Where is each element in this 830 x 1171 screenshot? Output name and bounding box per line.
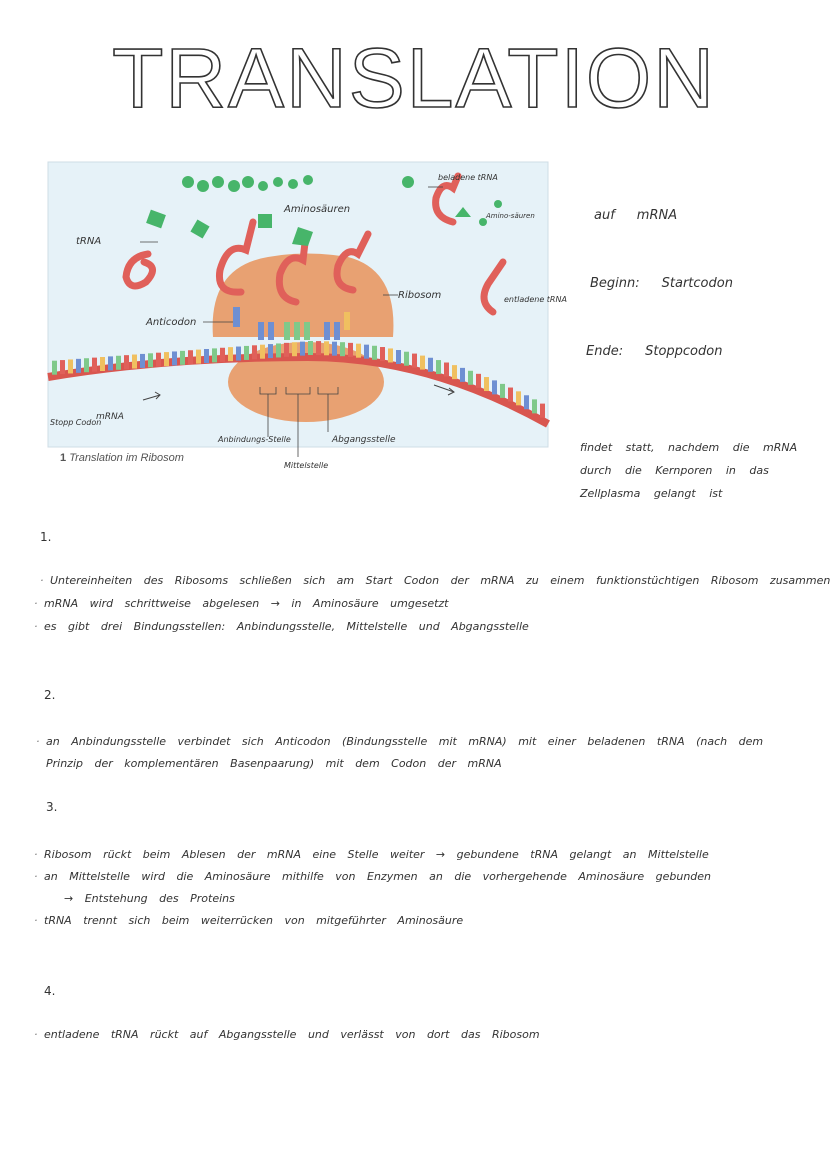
label-anticodon: Anticodon bbox=[146, 317, 197, 328]
mrna-base bbox=[116, 356, 121, 370]
mrna-base bbox=[204, 349, 209, 363]
mrna-base bbox=[92, 358, 97, 372]
side-start bbox=[590, 276, 733, 291]
side-location-value: mRNA bbox=[636, 208, 678, 223]
mrna-base bbox=[452, 365, 457, 379]
mrna-base bbox=[244, 346, 249, 360]
mrna-base bbox=[468, 371, 473, 385]
mrna-base bbox=[428, 358, 433, 372]
mrna-base bbox=[188, 350, 193, 364]
mrna-base bbox=[316, 341, 321, 355]
mrna-base bbox=[524, 395, 529, 409]
mrna-base bbox=[140, 354, 145, 368]
side-end-value: Stoppcodon bbox=[645, 344, 723, 359]
section-number: 1. bbox=[40, 530, 52, 544]
mrna-base bbox=[260, 345, 265, 359]
mrna-base bbox=[284, 343, 289, 357]
mrna-base bbox=[508, 388, 513, 402]
mrna-base bbox=[276, 343, 281, 357]
mrna-base bbox=[324, 341, 329, 355]
section-line: · Untereinheiten des Ribosoms schließen sich am Start Codon der mRNA zu einem funktionstüchtigen Ribosom zusammen bbox=[50, 574, 830, 587]
mrna-base bbox=[492, 380, 497, 394]
mrna-base bbox=[420, 356, 425, 370]
figure-caption bbox=[60, 452, 184, 464]
mrna-base bbox=[52, 361, 57, 375]
section-number: 2. bbox=[44, 688, 56, 702]
section-line: · Ribosom rückt beim Ablesen der mRNA eine Stelle weiter → gebundene tRNA gelangt an Mittelstelle bbox=[44, 848, 709, 861]
mrna-base bbox=[172, 351, 177, 365]
side-note: findet statt, nachdem die mRNA durch die Kernporen in das Zellplasma gelangt ist bbox=[580, 441, 798, 500]
section-line: · entladene tRNA rückt auf Abgangsstelle und verlässt von dort das Ribosom bbox=[44, 1028, 540, 1041]
mrna-base bbox=[380, 347, 385, 361]
mrna-base bbox=[364, 345, 369, 359]
page-title: TRANSLATION bbox=[112, 31, 716, 125]
translation-diagram bbox=[48, 162, 567, 472]
mrna-base bbox=[268, 344, 273, 358]
mrna-base bbox=[292, 342, 297, 356]
mrna-base bbox=[308, 341, 313, 355]
mrna-base bbox=[60, 360, 65, 374]
mrna-base bbox=[252, 345, 257, 359]
section-number: 3. bbox=[46, 800, 58, 814]
mrna-base bbox=[68, 359, 73, 373]
side-start-value: Startcodon bbox=[661, 276, 733, 291]
mrna-base bbox=[100, 357, 105, 371]
section-line: · mRNA wird schrittweise abgelesen → in Aminosäure umgesetzt bbox=[44, 597, 449, 610]
label-mrna: mRNA bbox=[96, 412, 124, 422]
section-number: 4. bbox=[44, 984, 56, 998]
mrna-base bbox=[444, 363, 449, 377]
mrna-base bbox=[532, 399, 537, 413]
side-end bbox=[586, 344, 722, 359]
label-aminosaeuren: Aminosäuren bbox=[284, 204, 351, 215]
section-line: · es gibt drei Bindungsstellen: Anbindungsstelle, Mittelstelle und Abgangsstelle bbox=[44, 620, 529, 633]
label-anbindungsstelle: Anbindungs-Stelle bbox=[218, 435, 291, 444]
mrna-base bbox=[484, 377, 489, 391]
section-line: · an Anbindungsstelle verbindet sich Anticodon (Bindungsstelle mit mRNA) mit einer beladenen tRNA (nach dem bbox=[46, 735, 763, 748]
label-trna: tRNA bbox=[76, 236, 102, 247]
caption-number: 1 bbox=[60, 452, 67, 464]
label-ribosom: Ribosom bbox=[398, 290, 442, 301]
mrna-base bbox=[228, 347, 233, 361]
mrna-base bbox=[516, 391, 521, 405]
label-stopp-codon: Stopp Codon bbox=[50, 418, 102, 427]
mrna-base bbox=[212, 348, 217, 362]
label-abgangsstelle: Abgangsstelle bbox=[332, 435, 396, 445]
mrna-base bbox=[148, 353, 153, 367]
mrna-base bbox=[372, 346, 377, 360]
mrna-base bbox=[436, 360, 441, 374]
mrna-base bbox=[388, 348, 393, 362]
mrna-base bbox=[108, 356, 113, 370]
mrna-base bbox=[412, 354, 417, 368]
mrna-base bbox=[84, 358, 89, 372]
mrna-base bbox=[340, 342, 345, 356]
label-amino-saeuren: Amino-säuren bbox=[486, 212, 535, 220]
label-beladene-trna: beladene tRNA bbox=[438, 173, 498, 182]
label-mittelstelle: Mittelstelle bbox=[284, 461, 329, 470]
section-line: · tRNA trennt sich beim weiterrücken von mitgeführter Aminosäure bbox=[44, 914, 463, 927]
mrna-base bbox=[196, 350, 201, 364]
mrna-base bbox=[540, 404, 545, 418]
mrna-base bbox=[500, 384, 505, 398]
side-start-key: Beginn: bbox=[590, 276, 640, 291]
label-entladene-trna: entladene tRNA bbox=[504, 295, 567, 304]
mrna-base bbox=[76, 359, 81, 373]
mrna-base bbox=[300, 342, 305, 356]
mrna-base bbox=[356, 344, 361, 358]
mrna-base bbox=[180, 351, 185, 365]
mrna-base bbox=[348, 343, 353, 357]
section-line: · an Mittelstelle wird die Aminosäure mithilfe von Enzymen an die vorhergehende Aminosäure gebunden bbox=[44, 870, 711, 883]
mrna-base bbox=[404, 352, 409, 366]
section-line: → Entstehung des Proteins bbox=[64, 892, 235, 905]
side-location-key: auf bbox=[594, 208, 615, 223]
caption-text: Translation im Ribosom bbox=[69, 452, 184, 464]
side-end-key: Ende: bbox=[586, 344, 624, 359]
mrna-base bbox=[396, 350, 401, 364]
side-location bbox=[594, 208, 677, 223]
mrna-base bbox=[132, 355, 137, 369]
mrna-base bbox=[164, 352, 169, 366]
mrna-base bbox=[476, 374, 481, 388]
mrna-base bbox=[236, 347, 241, 361]
mrna-base bbox=[156, 353, 161, 367]
mrna-base bbox=[124, 355, 129, 369]
section-line: Prinzip der komplementären Basenpaarung) mit dem Codon der mRNA bbox=[46, 757, 502, 770]
mrna-base bbox=[220, 348, 225, 362]
mrna-base bbox=[332, 342, 337, 356]
mrna-base bbox=[460, 368, 465, 382]
